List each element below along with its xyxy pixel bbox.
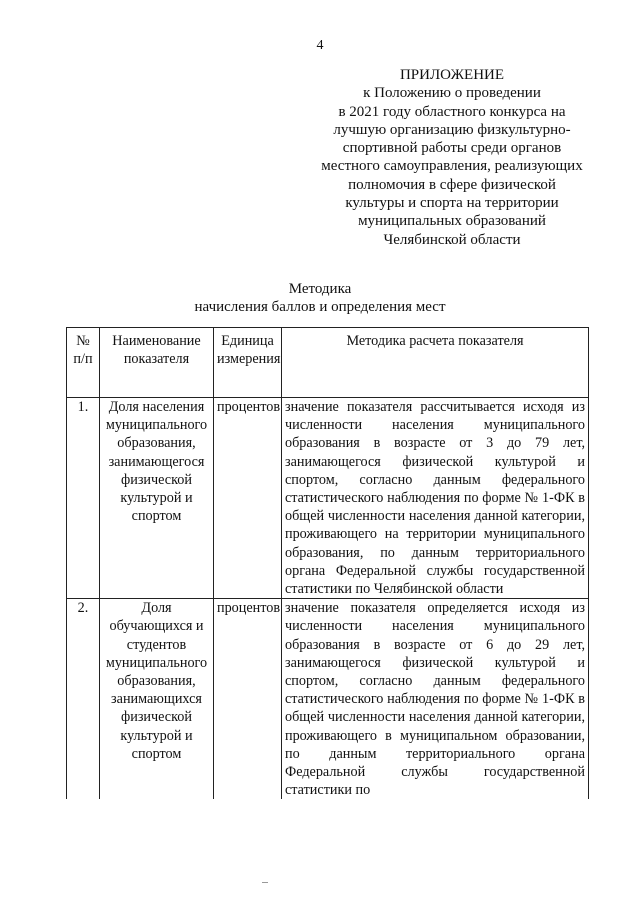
title-line-2: начисления баллов и определения мест — [194, 299, 446, 315]
table-row — [67, 599, 589, 800]
appendix-line: лучшую организацию физкультурно- — [333, 121, 571, 138]
table-row — [67, 398, 589, 599]
title-line-1: Методика — [288, 281, 352, 297]
methodics-table — [66, 327, 589, 799]
header-unit: Единица измерения — [214, 328, 282, 398]
appendix-line: муниципальных образований — [358, 213, 546, 230]
header-num: № п/п — [67, 328, 100, 398]
table-header-row — [67, 328, 589, 398]
appendix-heading: ПРИЛОЖЕНИЕ — [399, 67, 505, 83]
appendix-line: в 2021 году областного конкурса на — [338, 103, 566, 120]
header-method: Методика расчета показателя — [282, 328, 589, 398]
appendix-line: культуры и спорта на территории — [345, 195, 559, 212]
row-number: 2. — [67, 599, 100, 800]
appendix-line: Челябинской области — [383, 231, 521, 248]
indicator-method: значение показателя рассчитывается исходя из численности населения муниципального образования в возрасте от 3 до 79 лет, занимающегося физической культурой и спортом, согласно данным федерального статистического наблюдения по форме № 1-ФК в общей численности населения данной категории, проживающего на территории муниципального образования, по данным территориального органа Федеральной службы государственной статистики по Челябинской области — [282, 398, 589, 599]
header-name: Наименование показателя — [100, 328, 214, 398]
page-number: 4 — [316, 38, 324, 53]
row-number: 1. — [67, 398, 100, 599]
appendix-line: полномочия в сфере физической — [348, 176, 556, 193]
indicator-unit: процентов — [214, 398, 282, 599]
indicator-name: Доля обучающихся и студентов муниципального образования, занимающихся физической культурой и спортом — [100, 599, 214, 800]
indicator-unit: процентов — [214, 599, 282, 800]
appendix-block — [318, 66, 586, 249]
indicator-name: Доля населения муниципального образования, занимающегося физической культурой и спортом — [100, 398, 214, 599]
document-title — [0, 280, 640, 316]
scan-artifact — [262, 882, 268, 883]
appendix-line: местного самоуправления, реализующих — [321, 158, 583, 175]
indicator-method: значение показателя определяется исходя из численности населения муниципального образования в возрасте от 6 до 29 лет, занимающегося физической культурой и спортом, согласно данным федерального статистического наблюдения по форме № 1-ФК в общей численности населения данной категории, проживающего в муниципальном образовании, по данным территориального органа Федеральной службы государственной статистики по — [282, 599, 589, 800]
appendix-line: к Положению о проведении — [363, 85, 541, 102]
appendix-line: спортивной работы среди органов — [342, 140, 562, 157]
